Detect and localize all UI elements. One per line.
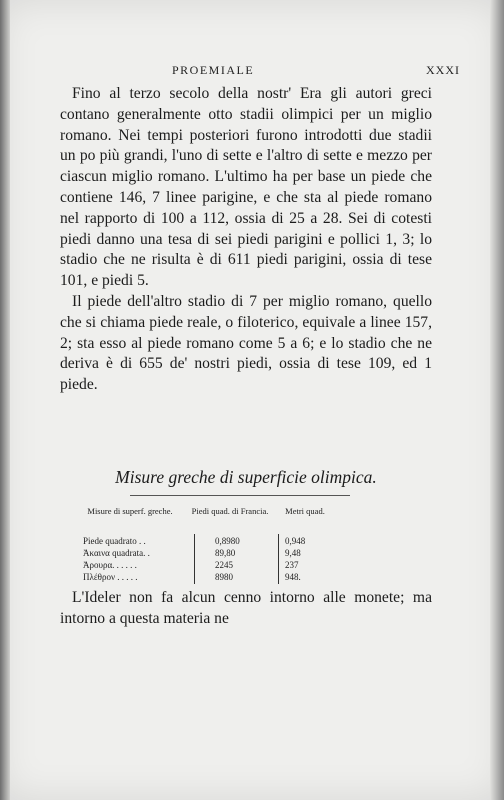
section-rule xyxy=(130,495,350,496)
row-piedi: 89,80 xyxy=(215,548,236,558)
row-metri: 237 xyxy=(285,560,299,570)
section-title: Misure greche di superficie olimpica. xyxy=(115,467,377,487)
row-piedi: 2245 xyxy=(215,560,233,570)
table-header-name: Misure di superf. greche. xyxy=(87,506,173,516)
paragraph: L'Ideler non fa alcun cenno intorno alle monete; ma intorno a questa materia ne xyxy=(60,589,432,627)
row-name: Ἀρουρα. . . . . . xyxy=(83,560,137,570)
table-header-metri: Metri quad. xyxy=(285,506,325,516)
running-title: PROEMIALE xyxy=(172,63,255,77)
main-text xyxy=(60,84,432,396)
page-left-edge xyxy=(0,0,10,800)
row-piedi: 0,8980 xyxy=(215,536,240,546)
paragraph: Fino al terzo secolo della nostr' Era gli autori greci contano generalmente otto stadii olimpici per un miglio romano. Nei tempi posteriori furono introdotti due stadii un po più grandi, l'uno di sette e l'altro di sette e mezzo per ciascun miglio romano. L'ultimo ha per base un piede che contiene 146, 7 linee parigine, e che sta al piede romano nel rapporto di 100 a 112, ossia di 25 a 28. Sei di cotesti piedi danno una tesa di sei piedi parigini e pollici 1, 3; lo stadio che ne risulta è di 611 piedi parigini, ossia di tese 101, e piedi 5. xyxy=(60,85,432,290)
table-row xyxy=(80,560,380,572)
row-name: Piede quadrato . . xyxy=(83,536,146,546)
row-metri: 948. xyxy=(285,572,301,582)
row-name: Ἀκαινα quadrata. . xyxy=(83,548,150,558)
row-metri: 0,948 xyxy=(285,536,306,546)
measures-table xyxy=(80,506,380,586)
running-header xyxy=(60,63,460,81)
row-name: Πλέθρον . . . . . xyxy=(83,572,138,582)
table-row xyxy=(80,572,380,584)
row-piedi: 8980 xyxy=(215,572,233,582)
table-row xyxy=(80,536,380,548)
page-number: XXXI xyxy=(426,63,460,77)
paragraph: Il piede dell'altro stadio di 7 per miglio romano, quello che si chiama piede reale, o filoterico, equivale a linee 157, 2; sta esso al piede romano come 5 a 6; e lo stadio che ne deriva è di 655 de' nostri piedi, ossia di tese 109, ed 1 piede. xyxy=(60,292,432,394)
page-right-edge xyxy=(490,0,504,800)
table-row xyxy=(80,548,380,560)
table-header-piedi: Piedi quad. di Francia. xyxy=(191,506,269,516)
row-metri: 9,48 xyxy=(285,548,301,558)
closing-text xyxy=(60,587,432,629)
